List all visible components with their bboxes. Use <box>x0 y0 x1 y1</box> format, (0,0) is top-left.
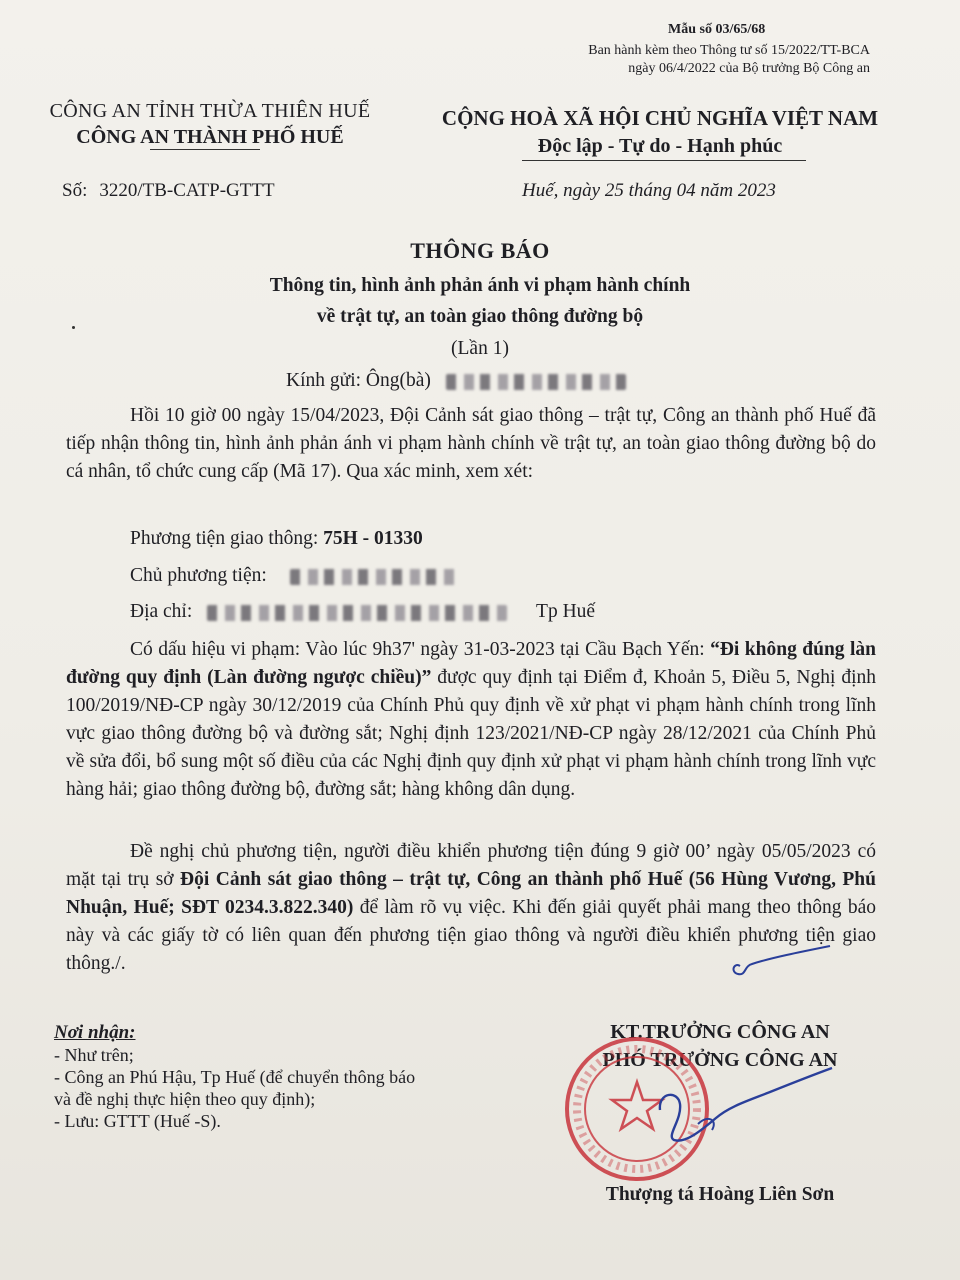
paragraph-intro <box>66 402 876 486</box>
signature-title-line2: PHÓ TRƯỞNG CÔNG AN <box>602 1049 838 1071</box>
document-number <box>62 180 275 202</box>
document-number-value: 3220/TB-CATP-GTTT <box>99 180 275 201</box>
notice-round: (Lần 1) <box>451 338 509 359</box>
owner-row <box>130 565 460 587</box>
handwritten-signature-icon <box>600 1040 840 1150</box>
paragraph-violation-text <box>66 636 876 804</box>
recipients-heading: Nơi nhận: <box>54 1022 136 1043</box>
paragraph-intro-text: Hồi 10 giờ 00 ngày 15/04/2023, Đội Cảnh sát giao thông – trật tự, Công an thành phố Huế đã tiếp nhận thông tin, hình ảnh phản ánh vi phạm hành chính về trật tự, an toàn giao thông đường bộ do cá nhân, tổ chức cung cấp (Mã 17). Qua xác minh, xem xét: <box>66 405 876 482</box>
signer-name: Thượng tá Hoàng Liên Sơn <box>605 1184 835 1205</box>
violation-legal-basis: được quy định tại Điểm đ, Khoản 5, Điều 5, Nghị định 100/2019/NĐ-CP ngày 30/12/2019 của Chính Phủ quy định về xử phạt vi phạm hành chính trong lĩnh vực giao thông đường bộ và đường sắt; Nghị định 123/2021/NĐ-CP ngày 28/12/2021 của Chính Phủ về sửa đổi, bổ sung một số điều của các Nghị định quy định xử phạt vi phạm hành chính trong lĩnh vực hàng hải; giao thông đường bộ, đường sắt; hàng không dân dụng. <box>66 667 877 800</box>
paragraph-violation <box>66 636 876 804</box>
national-header <box>420 104 900 160</box>
address-city: Tp Huế <box>536 601 596 622</box>
recipient-line: - Công an Phú Hậu, Tp Huế (để chuyển thông báo <box>54 1067 416 1087</box>
owner-label: Chủ phương tiện: <box>130 565 267 586</box>
office-address: Đội Cảnh sát giao thông – trật tự, Công an thành phố Huế (56 Hùng Vương, Phú Nhuận, Huế; SĐT 0234.3.822.340) <box>66 869 877 918</box>
recipients-block <box>54 1022 415 1132</box>
greeting-text: Kính gửi: Ông(bà) <box>286 370 431 391</box>
document-number-label: Số: <box>62 180 88 201</box>
vehicle-row <box>130 528 423 550</box>
initial-mark-icon <box>700 944 840 984</box>
issue-date: Huế, ngày 25 tháng 04 năm 2023 <box>522 180 776 201</box>
address-row <box>130 601 595 623</box>
vehicle-label: Phương tiện giao thông: <box>130 528 319 549</box>
vehicle-plate: 75H - 01330 <box>323 528 423 549</box>
request-intro: Đề nghị chủ phương tiện, người điều khiển phương tiện đúng 9 giờ 00’ ngày 05/05/2023 có mặt tại trụ sở <box>66 841 876 890</box>
notice-title: THÔNG BÁO <box>410 238 550 263</box>
recipient-line: - Như trên; <box>54 1045 134 1065</box>
agency-underline <box>150 149 260 150</box>
redacted-address <box>207 605 507 621</box>
violation-intro: Có dấu hiệu vi phạm: Vào lúc 9h37' ngày 31-03-2023 tại Cầu Bạch Yến: <box>130 639 711 660</box>
issuing-reference-line2: ngày 06/4/2022 của Bộ trưởng Bộ Công an <box>628 61 870 76</box>
agency-name: CÔNG AN THÀNH PHỐ HUẾ <box>76 126 344 148</box>
violation-description: “Đi không đúng làn đường quy định (Làn đường ngược chiều)” <box>66 639 876 688</box>
redacted-owner <box>290 569 460 585</box>
address-label: Địa chỉ: <box>130 601 193 622</box>
greeting <box>286 370 626 392</box>
request-instructions: để làm rõ vụ việc. Khi đến giải quyết phải mang theo thông báo này và các giấy tờ có liên quan đến phương tiện giao thông và người điều khiển phương tiện giao thông./. <box>66 897 876 974</box>
nation-name: CỘNG HOÀ XÃ HỘI CHỦ NGHĨA VIỆT NAM <box>441 106 879 130</box>
motto-underline <box>522 160 806 161</box>
signature-title-line1: KT.TRƯỞNG CÔNG AN <box>610 1021 830 1043</box>
redacted-name <box>446 374 626 390</box>
notice-subtitle-line2: về trật tự, an toàn giao thông đường bộ <box>316 306 644 327</box>
issuing-reference-line1: Ban hành kèm theo Thông tư số 15/2022/TT-BCA <box>588 43 870 58</box>
notice-subtitle <box>0 270 960 332</box>
issuing-reference <box>560 42 870 78</box>
national-motto: Độc lập - Tự do - Hạnh phúc <box>537 135 783 157</box>
agency-parent: CÔNG AN TỈNH THỪA THIÊN HUẾ <box>49 100 371 122</box>
notice-subtitle-line1: Thông tin, hình ảnh phản ánh vi phạm hành chính <box>269 275 691 296</box>
recipient-line: - Lưu: GTTT (Huế -S). <box>54 1111 221 1131</box>
form-number: Mẫu số 03/65/68 <box>668 22 766 37</box>
recipient-line: và đề nghị thực hiện theo quy định); <box>54 1089 316 1109</box>
agency-header <box>30 98 390 150</box>
